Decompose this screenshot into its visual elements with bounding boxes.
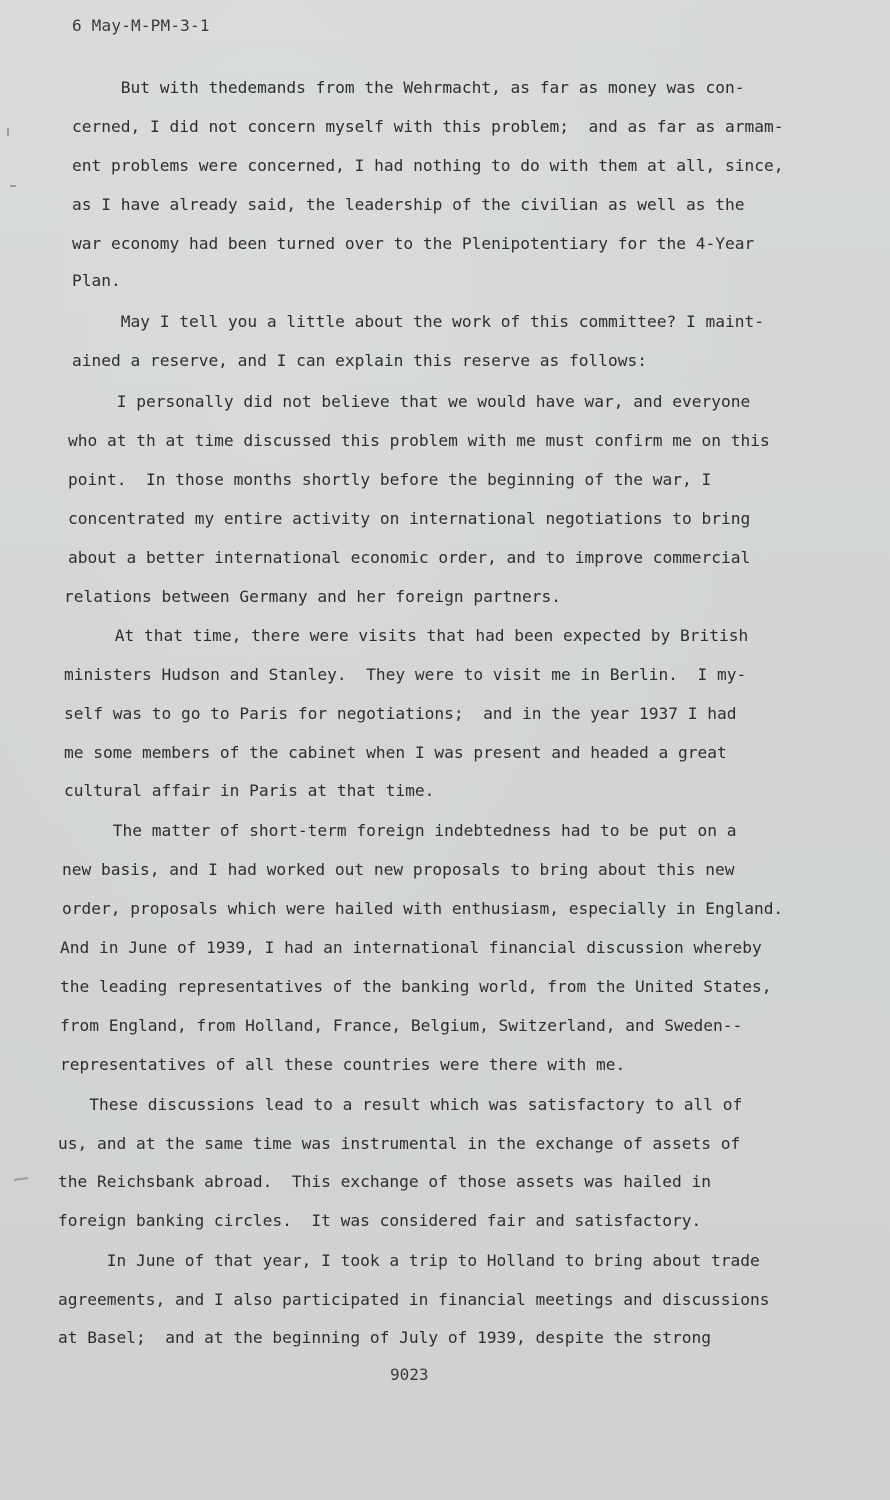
margin-arrow-mark <box>14 1177 28 1181</box>
text-line: May I tell you a little about the work of this committee? I maint- <box>72 312 764 331</box>
margin-tick-mark <box>10 185 16 187</box>
text-line: the leading representatives of the banking world, from the United States, <box>60 977 772 996</box>
text-line: The matter of short-term foreign indebtedness had to be put on a <box>64 821 737 840</box>
text-line: relations between Germany and her foreign partners. <box>64 587 562 606</box>
text-line: I personally did not believe that we would have war, and everyone <box>68 392 751 411</box>
text-line: agreements, and I also participated in financial meetings and discussions <box>58 1290 770 1309</box>
text-line: war economy had been turned over to the Plenipotentiary for the 4-Year <box>72 234 755 253</box>
text-line: Plan. <box>72 271 121 290</box>
text-line: ained a reserve, and I can explain this reserve as follows: <box>72 351 647 370</box>
text-line: point. In those months shortly before the beginning of the war, I <box>68 470 712 489</box>
text-line: self was to go to Paris for negotiations; and in the year 1937 I had <box>64 704 737 723</box>
text-line: representatives of all these countries were there with me. <box>60 1055 626 1074</box>
text-line: me some members of the cabinet when I was present and headed a great <box>64 743 727 762</box>
text-line: concentrated my entire activity on international negotiations to bring <box>68 509 751 528</box>
page-number: 9023 <box>390 1365 429 1384</box>
text-line: At that time, there were visits that had been expected by British <box>66 626 749 645</box>
text-line: cultural affair in Paris at that time. <box>64 781 435 800</box>
text-line: who at th at time discussed this problem with me must confirm me on this <box>68 431 770 450</box>
text-line: These discussions lead to a result which was satisfactory to all of <box>60 1095 743 1114</box>
text-line: order, proposals which were hailed with enthusiasm, especially in England. <box>62 899 784 918</box>
text-line: But with thedemands from the Wehrmacht, as far as money was con- <box>72 78 745 97</box>
text-line: at Basel; and at the beginning of July of 1939, despite the strong <box>58 1328 711 1347</box>
text-line: cerned, I did not concern myself with this problem; and as far as armam- <box>72 117 784 136</box>
text-line: And in June of 1939, I had an international financial discussion whereby <box>60 938 762 957</box>
text-line: as I have already said, the leadership of the civilian as well as the <box>72 195 745 214</box>
text-line: the Reichsbank abroad. This exchange of those assets was hailed in <box>58 1172 711 1191</box>
page-header: 6 May-M-PM-3-1 <box>72 16 210 35</box>
text-line: us, and at the same time was instrumental in the exchange of assets of <box>58 1134 741 1153</box>
text-line: about a better international economic order, and to improve commercial <box>68 548 751 567</box>
text-line: In June of that year, I took a trip to Holland to bring about trade <box>58 1251 760 1270</box>
text-line: foreign banking circles. It was considered fair and satisfactory. <box>58 1211 702 1230</box>
text-line: ent problems were concerned, I had nothing to do with them at all, since, <box>72 156 784 175</box>
margin-tick-mark <box>7 128 9 136</box>
text-line: new basis, and I had worked out new proposals to bring about this new <box>62 860 735 879</box>
text-line: from England, from Holland, France, Belgium, Switzerland, and Sweden-- <box>60 1016 743 1035</box>
text-line: ministers Hudson and Stanley. They were to visit me in Berlin. I my- <box>64 665 747 684</box>
